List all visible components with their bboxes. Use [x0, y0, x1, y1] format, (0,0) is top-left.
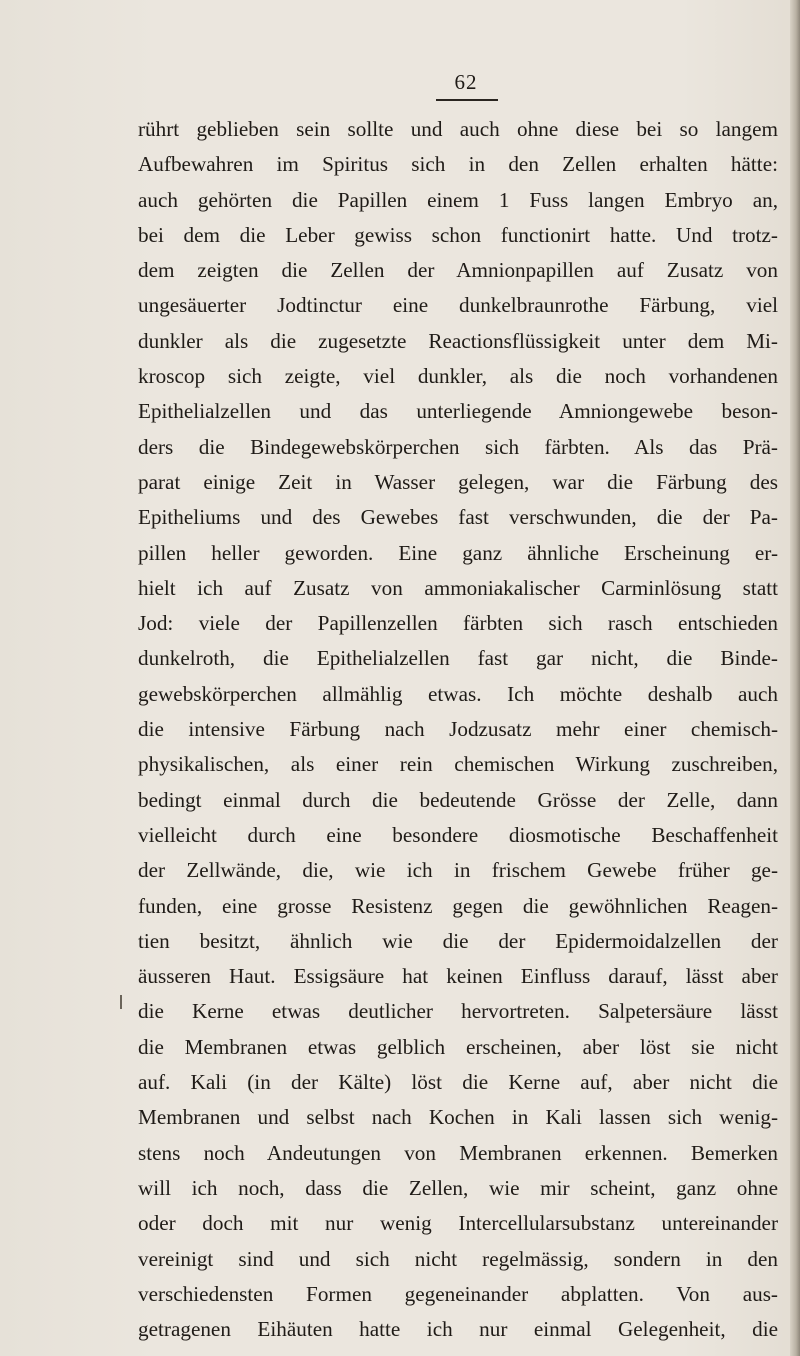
text-line: die Membranen etwas gelblich erscheinen, aber löst sie nicht: [138, 1034, 778, 1059]
margin-mark: [120, 995, 122, 1009]
text-line: tien besitzt, ähnlich wie die der Epidermoidalzellen der: [138, 928, 778, 953]
text-line: vereinigt sind und sich nicht regelmässig, sondern in den: [138, 1246, 778, 1271]
text-line: stens noch Andeutungen von Membranen erkennen. Bemerken: [138, 1140, 778, 1165]
text-line: parat einige Zeit in Wasser gelegen, war die Färbung des: [138, 469, 778, 494]
text-line: vielleicht durch eine besondere diosmotische Beschaffenheit: [138, 822, 778, 847]
text-line: auch gehörten die Papillen einem 1 Fuss langen Embryo an,: [138, 187, 778, 212]
text-line: auf. Kali (in der Kälte) löst die Kerne auf, aber nicht die: [138, 1070, 778, 1095]
text-line: Membranen und selbst nach Kochen in Kali lassen sich wenig-: [138, 1105, 778, 1130]
text-line: kroscop sich zeigte, viel dunkler, als die noch vorhandenen: [138, 364, 778, 389]
text-line: will ich noch, dass die Zellen, wie mir scheint, ganz ohne: [138, 1175, 778, 1200]
text-line: physikalischen, als einer rein chemischen Wirkung zuschreiben,: [138, 752, 778, 777]
page-edge-shadow: [790, 0, 800, 1356]
text-line: Aufbewahren im Spiritus sich in den Zellen erhalten hätte:: [138, 152, 778, 177]
text-line: dem zeigten die Zellen der Amnionpapillen auf Zusatz von: [138, 258, 778, 283]
text-line: pillen heller geworden. Eine ganz ähnliche Erscheinung er-: [138, 540, 778, 565]
page-number-underline: [436, 99, 498, 101]
text-line: der Zellwände, die, wie ich in frischem Gewebe früher ge-: [138, 858, 778, 883]
text-line: Jod: viele der Papillenzellen färbten sich rasch entschieden: [138, 611, 778, 636]
text-line: verschiedensten Formen gegeneinander abplatten. Von aus-: [138, 1281, 778, 1306]
text-line: bedingt einmal durch die bedeutende Grösse der Zelle, dann: [138, 787, 778, 812]
text-line: ders die Bindegewebskörperchen sich färbten. Als das Prä-: [138, 434, 778, 459]
text-line: Epitheliums und des Gewebes fast verschwunden, die der Pa-: [138, 505, 778, 530]
body-text: [138, 112, 778, 1347]
text-line: bei dem die Leber gewiss schon functionirt hatte. Und trotz-: [138, 222, 778, 247]
text-line: rührt geblieben sein sollte und auch ohne diese bei so langem: [138, 117, 778, 141]
text-line: hielt ich auf Zusatz von ammoniakalischer Carminlösung statt: [138, 575, 778, 600]
text-line: gewebskörperchen allmählig etwas. Ich möchte deshalb auch: [138, 681, 778, 706]
text-line: dunkelroth, die Epithelialzellen fast gar nicht, die Binde-: [138, 646, 778, 671]
text-line: ungesäuerter Jodtinctur eine dunkelbraunrothe Färbung, viel: [138, 293, 778, 318]
text-line: getragenen Eihäuten hatte ich nur einmal Gelegenheit, die: [138, 1317, 778, 1342]
text-line: die intensive Färbung nach Jodzusatz mehr einer chemisch-: [138, 717, 778, 742]
text-line: oder doch mit nur wenig Intercellularsubstanz untereinander: [138, 1211, 778, 1236]
text-line: äusseren Haut. Essigsäure hat keinen Einfluss darauf, lässt aber: [138, 964, 778, 989]
text-line: dunkler als die zugesetzte Reactionsflüssigkeit unter dem Mi-: [138, 328, 778, 353]
text-line: funden, eine grosse Resistenz gegen die gewöhnlichen Reagen-: [138, 893, 778, 918]
page-number: 62: [454, 70, 478, 94]
text-line: die Kerne etwas deutlicher hervortreten. Salpetersäure lässt: [138, 999, 778, 1024]
text-line: Epithelialzellen und das unterliegende Amniongewebe beson-: [138, 399, 778, 424]
